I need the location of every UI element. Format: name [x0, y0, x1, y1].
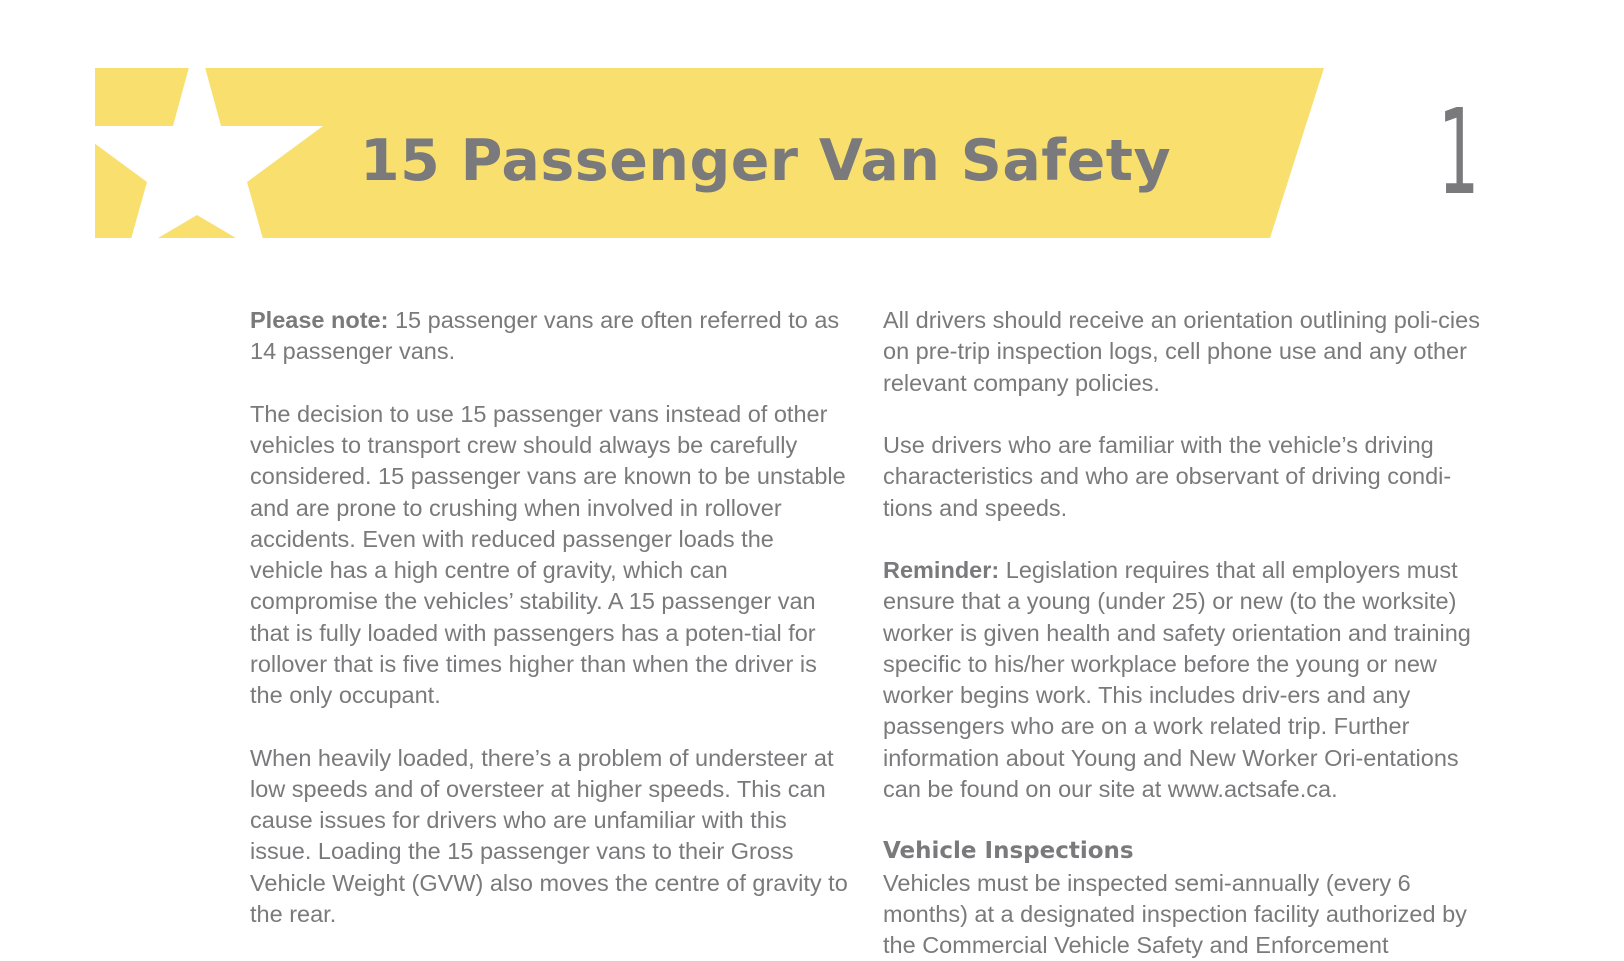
- inspections-paragraph: Vehicles must be inspected semi-annually (every 6 months) at a designated inspection facility authorized by the Commercial Vehicle Safety and Enforcement: [883, 868, 1483, 961]
- orientation-paragraph: All drivers should receive an orientation outlining poli-cies on pre-trip inspection logs, cell phone use and any other relevant company policies.: [883, 305, 1483, 399]
- page-title: 15 Passenger Van Safety: [360, 125, 1171, 197]
- right-column: [883, 305, 1483, 961]
- reminder-text: Legislation requires that all employers must ensure that a young (under 25) or new (to the worksite) worker is given health and safety orientation and training specific to his/her workplace before the young or new worker begins work. This includes driv-ers and any passengers who are on a work related trip. Further information about Young and New Worker Ori-entations can be found on our site at www.actsafe.ca.: [883, 557, 1471, 802]
- reminder-label: Reminder:: [883, 557, 999, 583]
- note-label: Please note:: [250, 307, 388, 333]
- left-column: [250, 305, 850, 930]
- inspections-heading: Vehicle Inspections: [883, 836, 1483, 867]
- drivers-paragraph: Use drivers who are familiar with the vehicle’s driving characteristics and who are observant of driving condi-tions and speeds.: [883, 430, 1483, 524]
- note-paragraph: [250, 305, 850, 368]
- reminder-paragraph: [883, 555, 1483, 805]
- note-text: 15 passenger vans are often referred to as 14 passenger vans.: [250, 307, 839, 364]
- decision-paragraph: The decision to use 15 passenger vans instead of other vehicles to transport crew should always be carefully considered. 15 passenger vans are known to be unstable and are prone to crushing when involved in rollover accidents. Even with reduced passenger loads the vehicle has a high centre of gravity, which can compromise the vehicles’ stability. A 15 passenger van that is fully loaded with passengers has a poten-tial for rollover that is five times higher than when the driver is the only occupant.: [250, 399, 850, 712]
- title-banner: [0, 0, 1624, 260]
- page-number: 1: [1438, 92, 1479, 212]
- loading-paragraph: When heavily loaded, there’s a problem of understeer at low speeds and of oversteer at higher speeds. This can cause issues for drivers who are unfamiliar with this issue. Loading the 15 passenger vans to their Gross Vehicle Weight (GVW) also moves the centre of gravity to the rear.: [250, 743, 850, 931]
